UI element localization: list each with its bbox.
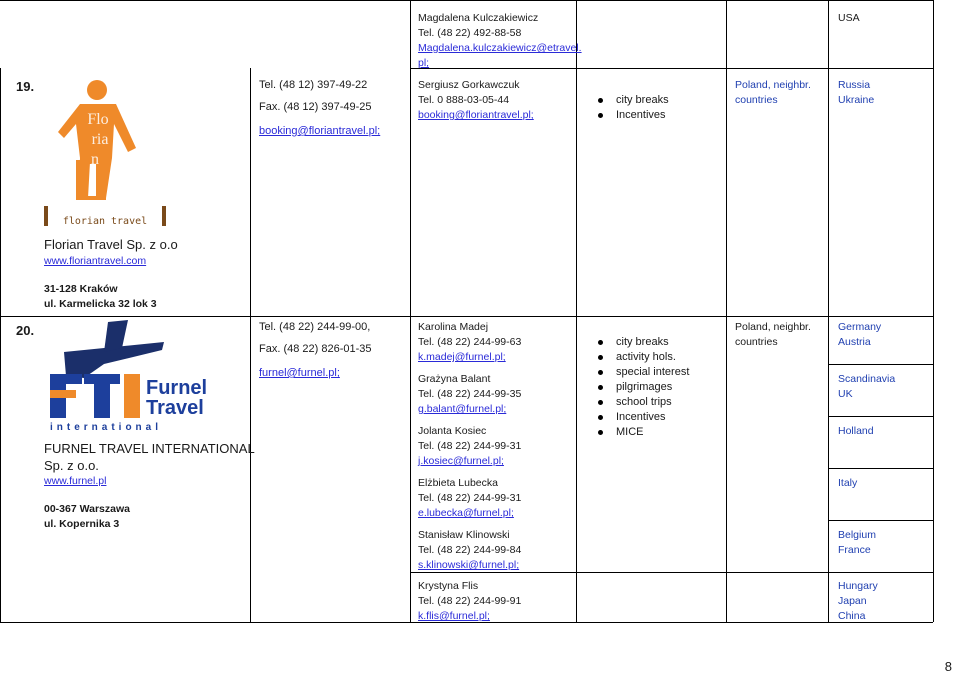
- contact-name: Magdalena Kulczakiewicz: [418, 12, 539, 24]
- contact-email-link[interactable]: k.flis@furnel.pl;: [418, 610, 490, 622]
- company-email-link[interactable]: furnel@furnel.pl;: [259, 367, 340, 379]
- table-border-top: [0, 0, 933, 1]
- country: Belgium: [838, 529, 876, 541]
- country: USA: [838, 12, 860, 24]
- company-postal: 31-128 Kraków: [44, 283, 118, 295]
- company-street: ul. Karmelicka 32 lok 3: [44, 298, 157, 310]
- country: Japan: [838, 595, 867, 607]
- cell-divider: [828, 468, 933, 469]
- cell-divider: [828, 520, 933, 521]
- contact-tel: Tel. 0 888-03-05-44: [418, 94, 510, 106]
- country: Austria: [838, 336, 871, 348]
- contact-tel: Tel. (48 22) 244-99-35: [418, 388, 522, 400]
- col-divider: [410, 0, 411, 622]
- product-item: Incentives: [594, 108, 669, 123]
- country: France: [838, 544, 871, 556]
- contact-name: Grażyna Balant: [418, 373, 491, 385]
- country: Scandinavia: [838, 373, 896, 385]
- company-website-link[interactable]: www.furnel.pl: [44, 475, 107, 487]
- markets-served-cont: countries: [735, 94, 778, 106]
- product-item: Incentives: [594, 410, 689, 425]
- contact-tel: Tel. (48 22) 244-99-91: [418, 595, 522, 607]
- country: Germany: [838, 321, 882, 333]
- country: Hungary: [838, 580, 878, 592]
- contact-name: Krystyna Flis: [418, 580, 479, 592]
- country: Russia: [838, 79, 871, 91]
- contact-email-link[interactable]: s.klinowski@furnel.pl;: [418, 559, 520, 571]
- row-number: 20.: [16, 323, 35, 338]
- company-name: Florian Travel Sp. z o.o: [44, 237, 178, 252]
- contact-name: Jolanta Kosiec: [418, 425, 487, 437]
- contact-tel: Tel. (48 22) 244-99-63: [418, 336, 522, 348]
- col-divider: [576, 0, 577, 622]
- contact-name: Stanisław Klinowski: [418, 529, 510, 541]
- company-fax: Fax. (48 22) 826-01-35: [259, 343, 372, 355]
- logo-letters-1: Flo: [87, 111, 109, 128]
- col-divider: [250, 68, 251, 622]
- country: UK: [838, 388, 853, 400]
- contact-email-link[interactable]: booking@floriantravel.pl;: [418, 109, 534, 121]
- product-item: city breaks: [594, 93, 669, 108]
- country: Holland: [838, 425, 874, 437]
- product-item: city breaks: [594, 335, 689, 350]
- logo-line-1: Furnel: [146, 377, 208, 399]
- contact-email-link-cont[interactable]: pl;: [418, 57, 430, 69]
- contact-email-link[interactable]: j.kosiec@furnel.pl;: [418, 455, 504, 467]
- airplane-icon: [64, 320, 164, 378]
- contact-email-link[interactable]: Magdalena.kulczakiewicz@etravel.: [418, 42, 582, 54]
- product-item: school trips: [594, 395, 689, 410]
- row-divider: [410, 68, 933, 69]
- contact-name: Sergiusz Gorkawczuk: [418, 79, 520, 91]
- markets-served: Poland, neighbr.: [735, 321, 811, 333]
- contact-tel: Tel. (48 22) 492-88-58: [418, 27, 522, 39]
- country: China: [838, 610, 866, 622]
- logo-letters-2: ria: [91, 131, 109, 148]
- contact-email-link[interactable]: g.balant@furnel.pl;: [418, 403, 507, 415]
- company-street: ul. Kopernika 3: [44, 518, 120, 530]
- florian-travel-logo: [40, 78, 170, 228]
- cell-divider: [828, 364, 933, 365]
- contact-name: Elżbieta Lubecka: [418, 477, 498, 489]
- company-name-cont: Sp. z o.o.: [44, 458, 99, 473]
- product-item: pilgrimages: [594, 380, 689, 395]
- col-divider: [828, 0, 829, 622]
- company-postal: 00-367 Warszawa: [44, 503, 130, 515]
- furnel-travel-logo: [44, 318, 220, 434]
- col-divider: [726, 0, 727, 622]
- company-tel: Tel. (48 12) 397-49-22: [259, 79, 368, 91]
- company-tel: Tel. (48 22) 244-99-00,: [259, 321, 371, 333]
- logo-line-3: international: [50, 422, 163, 433]
- col-divider: [0, 68, 1, 622]
- contact-email-link[interactable]: k.madej@furnel.pl;: [418, 351, 506, 363]
- contact-email-link[interactable]: e.lubecka@furnel.pl;: [418, 507, 514, 519]
- logo-letters-3: n: [91, 151, 99, 168]
- company-email-link[interactable]: booking@floriantravel.pl;: [259, 125, 381, 137]
- company-fax: Fax. (48 12) 397-49-25: [259, 101, 372, 113]
- country: Ukraine: [838, 94, 875, 106]
- company-website-link[interactable]: www.floriantravel.com: [44, 255, 147, 267]
- country: Italy: [838, 477, 858, 489]
- contact-tel: Tel. (48 22) 244-99-31: [418, 440, 522, 452]
- fti-letters-icon: [50, 374, 140, 418]
- products-list: [594, 93, 669, 123]
- row-divider: [0, 316, 933, 317]
- page-number: 8: [944, 659, 952, 674]
- markets-served-cont: countries: [735, 336, 778, 348]
- col-divider: [933, 0, 934, 622]
- cell-divider: [828, 416, 933, 417]
- markets-served: Poland, neighbr.: [735, 79, 811, 91]
- product-item: special interest: [594, 365, 689, 380]
- contact-tel: Tel. (48 22) 244-99-84: [418, 544, 522, 556]
- product-item: activity hols.: [594, 350, 689, 365]
- logo-line-2: Travel: [146, 397, 204, 419]
- company-name: FURNEL TRAVEL INTERNATIONAL: [44, 441, 255, 456]
- contact-name: Karolina Madej: [418, 321, 489, 333]
- row-number: 19.: [16, 79, 35, 94]
- contact-tel: Tel. (48 22) 244-99-31: [418, 492, 522, 504]
- logo-wordmark: florian travel: [62, 216, 148, 227]
- products-list: [594, 335, 689, 440]
- product-item: MICE: [594, 425, 689, 440]
